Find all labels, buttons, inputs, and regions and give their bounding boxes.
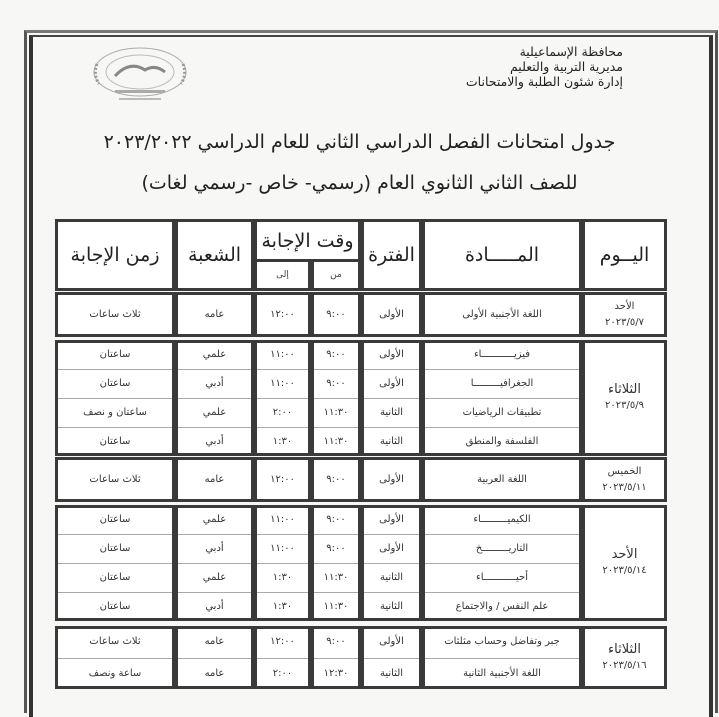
row-divider — [257, 427, 308, 428]
period-cell: الأولى — [379, 474, 404, 485]
period-cell: الأولى — [379, 349, 404, 360]
day-cell — [582, 340, 667, 456]
header-subject: المـــــادة — [464, 244, 540, 266]
to-time-cell: ٢:٠٠ — [272, 667, 293, 679]
branch-cell: عامه — [204, 636, 225, 648]
to-time-cell: ١١:٠٠ — [270, 349, 295, 360]
row-divider — [425, 563, 579, 564]
day-cell — [582, 505, 667, 621]
from-time-cell: ١٢:٣٠ — [323, 667, 349, 679]
from-time-cell: ٩:٠٠ — [326, 474, 346, 485]
duration-cell: ثلاث ساعات — [89, 474, 141, 485]
schedule-subtitle: للصف الثاني الثانوي العام (رسمي- خاص -رسمي لغات) — [141, 172, 578, 194]
row-divider — [425, 427, 579, 428]
subject-cell: فيزيـــــــــــاء — [473, 349, 531, 360]
duration-cell: ساعة ونصف — [88, 667, 142, 679]
row-divider — [58, 534, 172, 535]
to-time-cell: ٢:٠٠ — [272, 407, 293, 418]
row-divider — [58, 427, 172, 428]
header-period: الفترة — [368, 244, 415, 266]
header-branch: الشعبة — [187, 244, 242, 266]
from-time-cell: ٩:٠٠ — [326, 636, 346, 648]
day-name: الثلاثاء — [608, 641, 641, 657]
subject-cell: الجغرافيـــــــــا — [470, 378, 534, 389]
subject-cell: تطبيقات الرياضيات — [462, 407, 542, 418]
row-divider — [257, 398, 308, 399]
from-time-cell: ٩:٠٠ — [326, 378, 346, 389]
row-divider — [314, 534, 358, 535]
branch-cell: أدبي — [205, 601, 224, 612]
exam-date: ٢٠٢٣/٥/١٤ — [602, 565, 647, 576]
duration-cell: ساعتان — [99, 601, 131, 612]
day-name: الخميس — [607, 465, 642, 477]
row-divider — [364, 592, 419, 593]
schedule-title: جدول امتحانات الفصل الدراسي الثاني للعام الدراسي ٢٠٢٣/٢٠٢٢ — [103, 131, 616, 153]
row-divider — [58, 658, 172, 659]
duration-cell: ساعتان — [99, 572, 131, 583]
row-divider — [314, 427, 358, 428]
row-divider — [425, 398, 579, 399]
subject-cell: اللغة الأجنبية الأولى — [462, 309, 542, 320]
row-divider — [314, 563, 358, 564]
header-from: من — [330, 270, 342, 280]
row-divider — [178, 427, 251, 428]
day-cell — [582, 457, 667, 502]
letterhead-line: مديرية التربية والتعليم — [509, 59, 623, 74]
from-time-cell: ١١:٣٠ — [323, 407, 349, 418]
to-time-cell: ١١:٠٠ — [270, 543, 295, 554]
row-divider — [257, 534, 308, 535]
from-time-cell: ٩:٠٠ — [326, 543, 346, 554]
header-duration: زمن الإجابة — [70, 244, 160, 266]
from-time-cell: ٩:٠٠ — [326, 309, 346, 320]
duration-cell: ساعتان — [99, 349, 131, 360]
row-divider — [364, 658, 419, 659]
row-divider — [257, 592, 308, 593]
duration-cell: ثلاث ساعات — [89, 309, 141, 320]
row-divider — [178, 592, 251, 593]
period-cell: الثانية — [379, 667, 404, 679]
row-divider — [425, 369, 579, 370]
period-cell: الأولى — [379, 636, 404, 648]
duration-cell: ثلاث ساعات — [89, 636, 141, 648]
row-divider — [425, 658, 579, 659]
branch-cell: علمي — [202, 572, 227, 583]
from-time-cell: ١١:٣٠ — [323, 572, 349, 583]
exam-date: ٢٠٢٣/٥/١١ — [602, 481, 647, 493]
duration-cell: ساعتان — [99, 378, 131, 389]
exam-date: ٢٠٢٣/٥/٩ — [605, 400, 644, 411]
subject-cell: جبر وتفاضل وحساب مثلثات — [444, 636, 560, 648]
period-cell: الثانية — [379, 407, 404, 418]
day-name: الأحد — [614, 300, 635, 312]
row-divider — [58, 398, 172, 399]
branch-cell: علمي — [202, 514, 227, 525]
row-divider — [178, 534, 251, 535]
to-time-cell: ١١:٠٠ — [270, 378, 295, 389]
row-divider — [314, 398, 358, 399]
header-to: إلى — [276, 270, 289, 280]
branch-cell: عامه — [204, 667, 225, 679]
row-divider — [425, 592, 579, 593]
row-divider — [364, 534, 419, 535]
from-time-cell: ١١:٣٠ — [323, 601, 349, 612]
exam-date: ٢٠٢٣/٥/١٦ — [602, 659, 647, 671]
row-divider — [58, 369, 172, 370]
row-divider — [58, 592, 172, 593]
branch-cell: أدبي — [205, 436, 224, 447]
row-divider — [425, 534, 579, 535]
period-cell: الأولى — [379, 543, 404, 554]
day-name: الثلاثاء — [608, 382, 641, 397]
subject-cell: اللغة الأجنبية الثانية — [463, 667, 541, 679]
row-divider — [364, 369, 419, 370]
from-time-cell: ٩:٠٠ — [326, 349, 346, 360]
row-divider — [178, 658, 251, 659]
period-cell: الأولى — [379, 309, 404, 320]
day-name: الأحد — [611, 547, 638, 562]
duration-cell: ساعتان و نصف — [83, 407, 147, 418]
period-cell: الأولى — [379, 378, 404, 389]
exam-date: ٢٠٢٣/٥/٧ — [605, 316, 644, 328]
subject-cell: الفلسفة والمنطق — [465, 436, 539, 447]
to-time-cell: ١:٣٠ — [272, 572, 293, 583]
to-time-cell: ١١:٠٠ — [270, 514, 295, 525]
branch-cell: أدبي — [205, 543, 224, 554]
branch-cell: عامه — [204, 309, 225, 320]
period-cell: الثانية — [379, 436, 404, 447]
day-cell — [582, 626, 667, 689]
from-time-cell: ٩:٠٠ — [326, 514, 346, 525]
day-cell — [582, 292, 667, 337]
period-cell: الثانية — [379, 572, 404, 583]
period-cell: الأولى — [379, 514, 404, 525]
duration-cell: ساعتان — [99, 543, 131, 554]
subject-cell: اللغة العربية — [477, 474, 527, 485]
ministry-logo — [85, 42, 195, 110]
row-divider — [178, 369, 251, 370]
branch-cell: علمي — [202, 349, 227, 360]
header-answer-time: وقت الإجابة — [261, 229, 354, 252]
row-divider — [314, 658, 358, 659]
row-divider — [364, 427, 419, 428]
to-time-cell: ١:٣٠ — [272, 436, 293, 447]
row-divider — [314, 369, 358, 370]
letterhead — [466, 44, 623, 89]
row-divider — [178, 563, 251, 564]
to-time-cell: ١٢:٠٠ — [270, 309, 295, 320]
from-time-cell: ١١:٣٠ — [323, 436, 349, 447]
subject-cell: أحيـــــــــــاء — [476, 572, 528, 583]
row-divider — [58, 563, 172, 564]
duration-cell: ساعتان — [99, 514, 131, 525]
to-time-cell: ١٢:٠٠ — [270, 474, 295, 485]
row-divider — [314, 592, 358, 593]
header-day: اليــوم — [599, 244, 650, 266]
row-divider — [257, 369, 308, 370]
duration-cell: ساعتان — [99, 436, 131, 447]
letterhead-line: محافظة الإسماعيلية — [519, 44, 623, 59]
branch-cell: عامه — [204, 474, 225, 485]
row-divider — [257, 563, 308, 564]
row-divider — [364, 398, 419, 399]
row-divider — [364, 563, 419, 564]
period-cell: الثانية — [379, 601, 404, 612]
subject-cell: التاريـــــــــخ — [475, 543, 529, 554]
row-divider — [257, 658, 308, 659]
subject-cell: الكيميـــــــــاء — [473, 514, 531, 525]
branch-cell: علمي — [202, 407, 227, 418]
row-divider — [178, 398, 251, 399]
letterhead-line: إدارة شئون الطلبة والامتحانات — [465, 74, 623, 89]
to-time-cell: ١:٣٠ — [272, 601, 293, 612]
branch-cell: أدبي — [205, 378, 224, 389]
subject-cell: علم النفس / والاجتماع — [455, 601, 549, 612]
to-time-cell: ١٢:٠٠ — [270, 636, 295, 648]
